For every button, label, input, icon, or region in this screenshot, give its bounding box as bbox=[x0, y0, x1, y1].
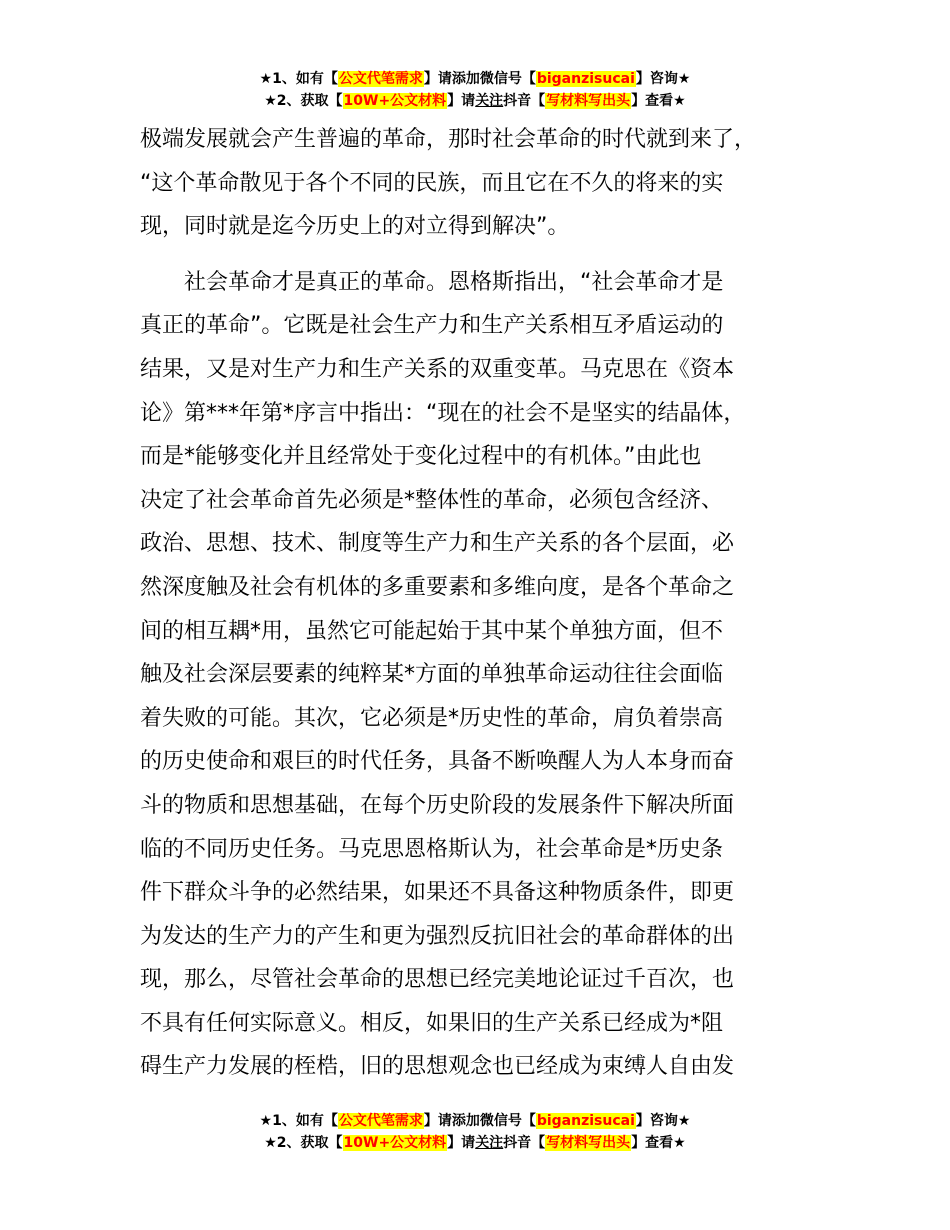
text-line: 间的相互耦*用，虽然它可能起始于其中某个单独方面，但不 bbox=[140, 618, 724, 644]
banner-line-1 bbox=[0, 1110, 950, 1132]
text-line: 结果，又是对生产力和生产关系的双重变革。马克思在《资本 bbox=[140, 356, 735, 382]
banner-text: ★1、如有【 bbox=[259, 71, 338, 87]
highlight-wechat-id: biganzisucai bbox=[536, 1113, 635, 1129]
text-line: 为发达的生产力的产生和更为强烈反抗旧社会的革命群体的出 bbox=[140, 923, 735, 949]
text-line: 不具有任何实际意义。相反，如果旧的生产关系已经成为*阻 bbox=[140, 1010, 724, 1036]
text-line: 然深度触及社会有机体的多重要素和多维向度，是各个革命之 bbox=[140, 574, 735, 600]
text-line: 斗的物质和思想基础，在每个历史阶段的发展条件下解决所面 bbox=[140, 792, 735, 818]
underlined-follow: 关注 bbox=[475, 1135, 504, 1151]
text-line: 现，同时就是迄今历史上的对立得到解决”。 bbox=[140, 214, 570, 240]
banner-text: 抖音【 bbox=[503, 1135, 546, 1151]
text-line: 真正的革命”。它既是社会生产力和生产关系相互矛盾运动的 bbox=[140, 313, 724, 339]
banner-text: 抖音【 bbox=[503, 93, 546, 109]
paragraph-gap bbox=[140, 249, 840, 261]
banner-line-1 bbox=[0, 68, 950, 90]
banner-text: ★2、获取【 bbox=[264, 1135, 343, 1151]
text-line: 极端发展就会产生普遍的革命，那时社会革命的时代就到来了， bbox=[140, 127, 757, 152]
banner-text: ★2、获取【 bbox=[264, 93, 343, 109]
highlight-service: 公文代笔需求 bbox=[338, 1113, 423, 1129]
text-line: 论》第***年第*序言中指出：“现在的社会不是坚实的结晶体， bbox=[140, 400, 746, 426]
text-line: 政治、思想、技术、制度等生产力和生产关系的各个层面，必 bbox=[140, 531, 735, 557]
text-line: 临的不同历史任务。马克思恩格斯认为，社会革命是*历史条 bbox=[140, 836, 724, 862]
text-line: “这个革命散见于各个不同的民族，而且它在不久的将来的实 bbox=[140, 170, 724, 196]
footer-banner bbox=[0, 1110, 950, 1154]
banner-text: 】查看★ bbox=[631, 1135, 686, 1151]
underlined-follow: 关注 bbox=[475, 93, 504, 109]
text-line: 着失败的可能。其次，它必须是*历史性的革命，肩负着崇高 bbox=[140, 705, 724, 731]
text-line: 触及社会深层要素的纯粹某*方面的单独革命运动往往会面临 bbox=[140, 662, 724, 688]
text-line: 社会革命才是真正的革命。恩格斯指出，“社会革命才是 bbox=[140, 269, 724, 295]
highlight-douyin: 写材料写出头 bbox=[546, 1135, 631, 1151]
text-line: 碍生产力发展的桎梏，旧的思想观念也已经成为束缚人自由发 bbox=[140, 1054, 735, 1080]
banner-line-2 bbox=[0, 1132, 950, 1154]
highlight-service: 公文代笔需求 bbox=[338, 71, 423, 87]
text-line: 件下群众斗争的必然结果，如果还不具备这种物质条件，即更 bbox=[140, 880, 735, 906]
text-line: 现，那么，尽管社会革命的思想已经完美地论证过千百次，也 bbox=[140, 967, 735, 993]
highlight-douyin: 写材料写出头 bbox=[546, 93, 631, 109]
highlight-materials: 10W+公文材料 bbox=[343, 1135, 447, 1151]
banner-text: 】请 bbox=[447, 93, 476, 109]
highlight-materials: 10W+公文材料 bbox=[343, 93, 447, 109]
banner-text: 】请 bbox=[447, 1135, 476, 1151]
banner-text: ★1、如有【 bbox=[259, 1113, 338, 1129]
header-banner bbox=[0, 68, 950, 112]
text-line: 的历史使命和艰巨的时代任务，具备不断唤醒人为人本身而奋 bbox=[140, 749, 735, 775]
text-line: 决定了社会革命首先必须是*整体性的革命，必须包含经济、 bbox=[140, 487, 724, 513]
highlight-wechat-id: biganzisucai bbox=[536, 71, 635, 87]
banner-line-2 bbox=[0, 90, 950, 112]
banner-text: 】咨询★ bbox=[635, 71, 691, 87]
banner-text: 】查看★ bbox=[631, 93, 686, 109]
banner-text: 】请添加微信号【 bbox=[423, 71, 536, 87]
banner-text: 】咨询★ bbox=[635, 1113, 691, 1129]
banner-text: 】请添加微信号【 bbox=[423, 1113, 536, 1129]
text-line: 而是*能够变化并且经常处于变化过程中的有机体。”由此也 bbox=[140, 444, 702, 470]
document-body bbox=[140, 118, 840, 1089]
